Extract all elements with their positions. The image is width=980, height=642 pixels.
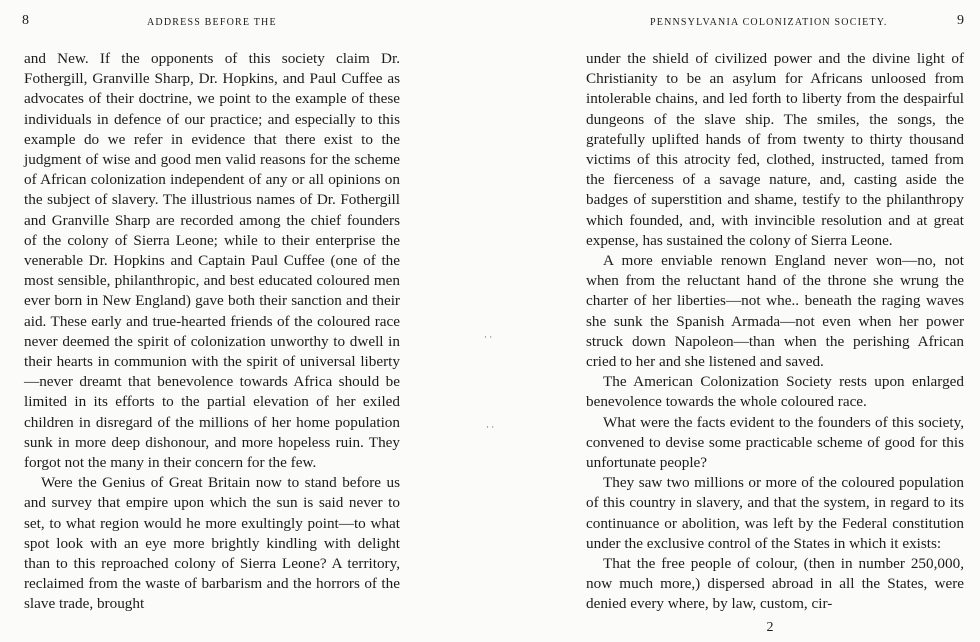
page-number: 8	[22, 13, 29, 28]
paragraph: A more enviable renown England never won—no, not when from the reluctant hand of the throne she wrung the charter of her liberties—not whe.. beneath the raging waves she sunk the Spanish Armada—not even when her power struck down Napoleon—than when the perishing African cried to her and she listened and saved.	[586, 252, 964, 371]
left-page	[0, 0, 420, 642]
right-page	[560, 0, 980, 642]
running-head: PENNSYLVANIA COLONIZATION SOCIETY.	[650, 17, 888, 28]
paragraph: What were the facts evident to the founders of this society, convened to devise some practicable scheme of good for this unfortunate people?	[586, 413, 964, 472]
paragraph: They saw two millions or more of the coloured population of this country in slavery, and that the system, in regard to its continuance or abolition, was left by the Federal constitution under the exclusive control of the States in which it exists:	[586, 474, 964, 552]
left-page-header	[0, 13, 420, 35]
page-number: 9	[957, 13, 964, 28]
paragraph: and New. If the opponents of this society claim Dr. Fothergill, Granville Sharp, Dr. Hopkins, and Paul Cuffee as advocates of their doctrine, we point to the example of these individuals in defence of our practice; and especially to this example do we refer in evidence that there exist to the judgment of wise and good men valid reasons for the scheme of African colonization independent of any or all opinions on the subject of slavery. The illustrious names of Dr. Fothergill and Granville Sharp are recorded among the chief founders of the colony of Sierra Leone; while to their enterprise the venerable Dr. Hopkins and Captain Paul Cuffee (one of the most sensible, philanthropic, and best educated coloured men ever born in New England) gave both their sanction and their aid. These early and true-hearted friends of the coloured race never deemed the spirit of colonization unworthy to dwell in their hearts in communion with the spirit of universal liberty—never dreamt that benevolence towards Africa should be limited in its efforts to the partial elevation of her exiled children in disregard of the millions of her home population sunk in more deep dishonour, and more hopeless ruin. They forgot not the many in their concern for the few.	[24, 50, 400, 472]
paragraph: under the shield of civilized power and the divine light of Christianity to be an asylum for Africans unloosed from intolerable chains, and led forth to liberty from the despairful dungeons of the slave ship. The smiles, the songs, the gratefully uplifted hands of from twenty to thirty thousand victims of this atrocity fed, clothed, instructed, tamed from the fierceness of a savage nature, and, casting aside the badges of superstition and shame, testify to the philanthropy which founded, and, with invincible resolution and at great expense, has sustained the colony of Sierra Leone.	[586, 50, 964, 249]
paragraph: Were the Genius of Great Britain now to stand before us and survey that empire upon which the sun is said never to set, to what region would he more exultingly point—to what spot look with an eye more brightly kindling with delight than to this reproached colony of Sierra Leone? A territory, reclaimed from the waste of barbarism and the horrors of the slave trade, brought	[24, 474, 400, 613]
right-page-body	[586, 49, 964, 615]
right-page-header	[560, 13, 980, 35]
left-page-body	[24, 49, 400, 615]
gutter-speck: · ·	[484, 332, 493, 342]
gutter-speck: · ·	[486, 422, 495, 432]
running-head: ADDRESS BEFORE THE	[147, 17, 277, 28]
paragraph: The American Colonization Society rests upon enlarged benevolence towards the whole coloured race.	[586, 373, 964, 411]
signature-mark: 2	[766, 620, 774, 635]
paragraph: That the free people of colour, (then in number 250,000, now much more,) dispersed abroad in all the States, were denied every where, by law, custom, cir-	[586, 555, 964, 613]
